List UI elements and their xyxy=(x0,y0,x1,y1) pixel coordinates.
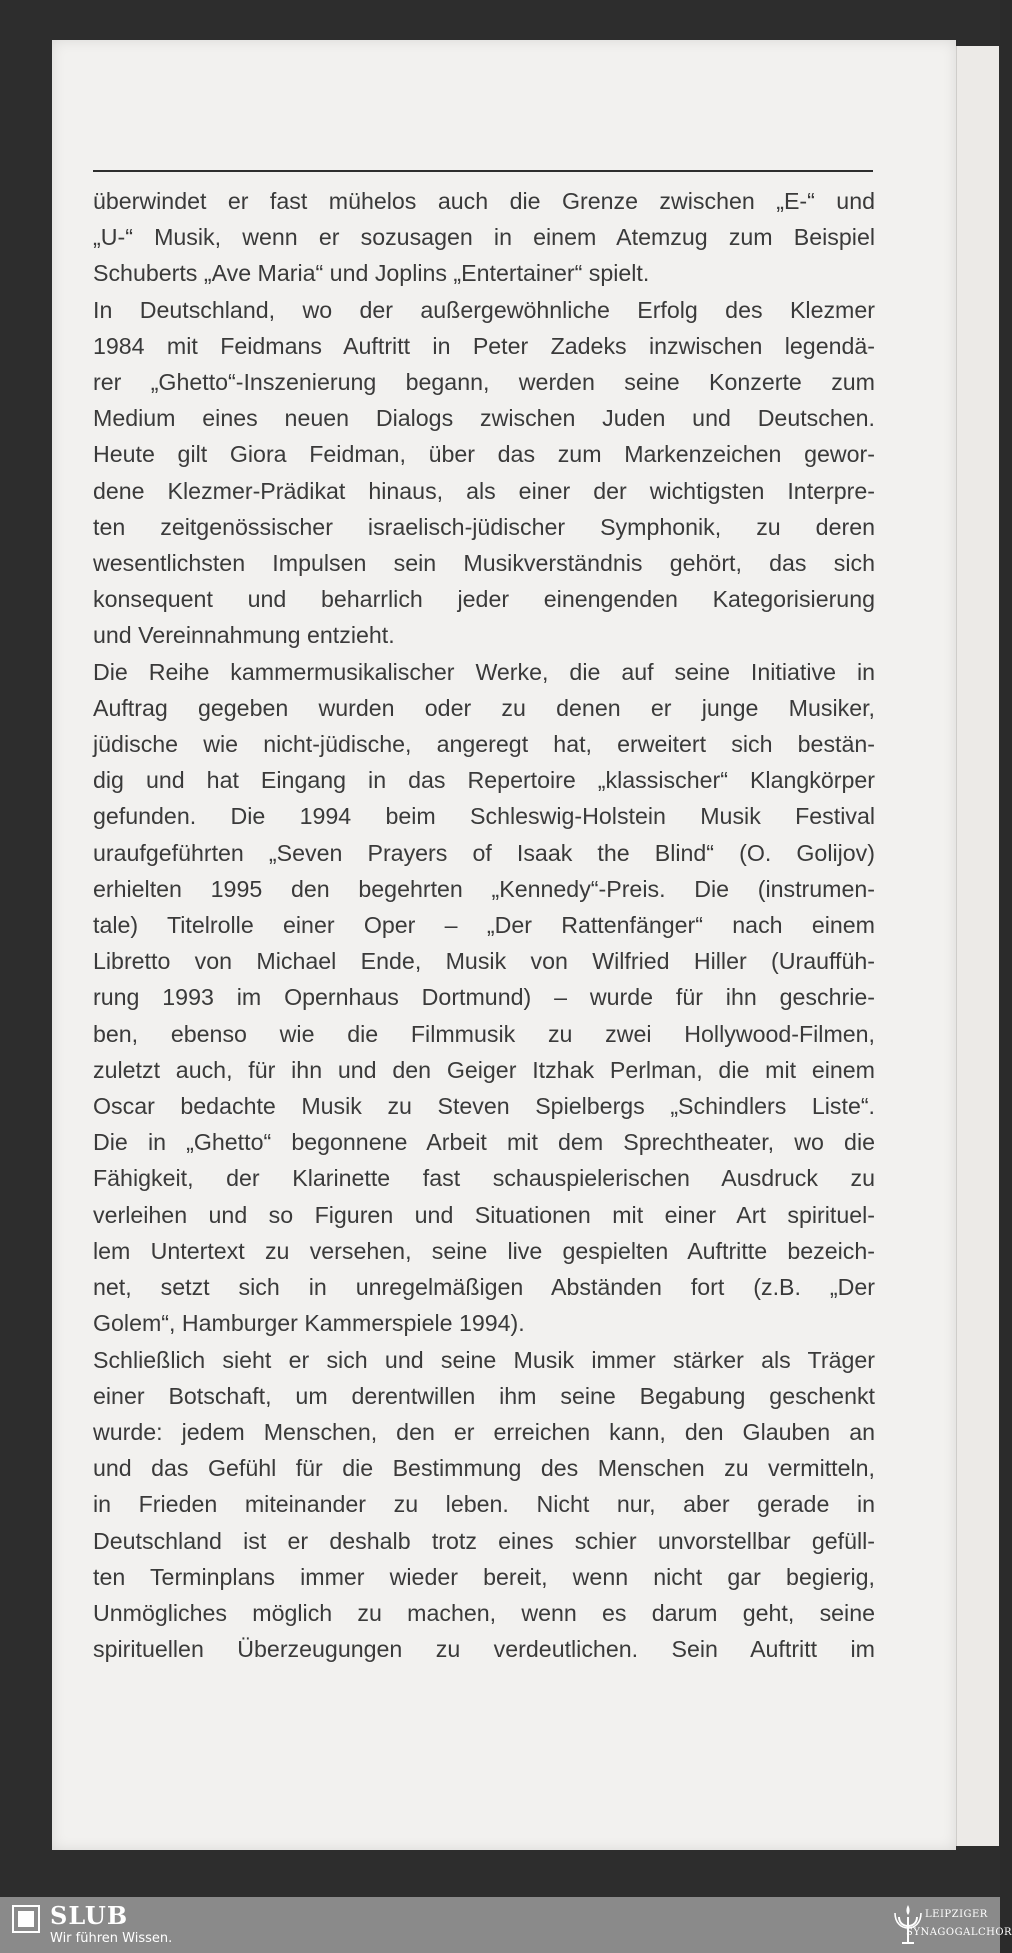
text-line: zuletzt auch, für ihn und den Geiger Itzhak Perlman, die mit einem xyxy=(93,1056,875,1083)
text-line: rer „Ghetto“-Inszenierung begann, werden seine Konzerte zum xyxy=(93,369,875,396)
facing-page-edge xyxy=(956,46,999,1846)
text-line: tale) Titelrolle einer Oper – „Der Rattenfänger“ nach einem xyxy=(93,912,875,939)
text-line: Medium eines neuen Dialogs zwischen Juden und Deutschen. xyxy=(93,405,875,432)
text-line: gefunden. Die 1994 beim Schleswig-Holstein Musik Festival xyxy=(93,803,875,830)
text-line: Fähigkeit, der Klarinette fast schauspielerischen Ausdruck zu xyxy=(93,1165,875,1192)
text-line: Golem“, Hamburger Kammerspiele 1994). xyxy=(93,1310,525,1337)
text-line: 1984 mit Feidmans Auftritt in Peter Zadeks inzwischen legendä- xyxy=(93,332,875,359)
text-line: In Deutschland, wo der außergewöhnliche Erfolg des Klezmer xyxy=(93,296,875,323)
text-line: einer Botschaft, um derentwillen ihm seine Begabung geschenkt xyxy=(93,1382,875,1409)
paragraph xyxy=(93,654,875,1342)
text-line: „U-“ Musik, wenn er sozusagen in einem Atemzug zum Beispiel xyxy=(93,224,875,251)
text-line: jüdische wie nicht-jüdische, angeregt hat, erweitert sich bestän- xyxy=(93,731,875,758)
text-line: Die in „Ghetto“ begonnene Arbeit mit dem Sprechtheater, wo die xyxy=(93,1129,875,1156)
text-line: Deutschland ist er deshalb trotz eines schier unvorstellbar gefüll- xyxy=(93,1527,875,1554)
text-line: wurde: jedem Menschen, den er erreichen kann, den Glauben an xyxy=(93,1418,875,1445)
choir-name-line1: LEIPZIGER xyxy=(925,1909,988,1920)
text-line: uraufgeführten „Seven Prayers of Isaak the Blind“ (O. Golijov) xyxy=(93,839,875,866)
paragraph xyxy=(93,183,875,292)
text-line: Schuberts „Ave Maria“ und Joplins „Entertainer“ spielt. xyxy=(93,260,650,287)
paragraph xyxy=(93,1342,875,1668)
text-line: und das Gefühl für die Bestimmung des Menschen zu vermitteln, xyxy=(93,1455,875,1482)
text-line: ten Terminplans immer wieder bereit, wenn nicht gar begierig, xyxy=(93,1563,875,1590)
text-line: überwindet er fast mühelos auch die Grenze zwischen „E-“ und xyxy=(93,188,875,214)
text-line: ben, ebenso wie die Filmmusik zu zwei Hollywood-Filmen, xyxy=(93,1020,875,1047)
text-line: net, setzt sich in unregelmäßigen Abständen fort (z.B. „Der xyxy=(93,1274,875,1301)
top-rule xyxy=(93,170,873,172)
text-line: erhielten 1995 den begehrten „Kennedy“-Preis. Die (instrumen- xyxy=(93,875,875,902)
text-line: rung 1993 im Opernhaus Dortmund) – wurde für ihn geschrie- xyxy=(93,984,875,1011)
paragraph xyxy=(93,292,875,654)
menorah-icon xyxy=(893,1903,923,1947)
footer-bar xyxy=(0,1897,1012,1953)
text-line: Heute gilt Giora Feidman, über das zum Markenzeichen gewor- xyxy=(93,441,875,468)
text-line: spirituellen Überzeugungen zu verdeutlichen. Sein Auftritt im xyxy=(93,1636,875,1663)
text-line: Die Reihe kammermusikalischer Werke, die auf seine Initiative in xyxy=(93,658,875,685)
text-line: lem Untertext zu versehen, seine live gespielten Auftritte bezeich- xyxy=(93,1237,875,1264)
text-line: Auftrag gegeben wurden oder zu denen er junge Musiker, xyxy=(93,694,875,721)
text-line: Unmögliches möglich zu machen, wenn es darum geht, seine xyxy=(93,1599,875,1626)
text-line: Schließlich sieht er sich und seine Musik immer stärker als Träger xyxy=(93,1346,875,1373)
text-line: dig und hat Eingang in das Repertoire „klassischer“ Klangkörper xyxy=(93,767,875,794)
body-text xyxy=(93,183,875,1667)
text-line: und Vereinnahmung entzieht. xyxy=(93,622,395,649)
library-tagline: Wir führen Wissen. xyxy=(50,1931,173,1946)
slub-logo-icon xyxy=(12,1905,40,1933)
text-line: wesentlichsten Impulsen sein Musikverständnis gehört, das sich xyxy=(93,550,875,577)
text-line: konsequent und beharrlich jeder einengenden Kategorisierung xyxy=(93,586,875,613)
text-line: ten zeitgenössischer israelisch-jüdischer Symphonik, zu deren xyxy=(93,513,875,540)
text-line: verleihen und so Figuren und Situationen mit einer Art spirituel- xyxy=(93,1201,875,1228)
text-line: Oscar bedachte Musik zu Steven Spielbergs „Schindlers Liste“. xyxy=(93,1093,875,1120)
library-name: SLUB xyxy=(50,1901,129,1930)
text-line: dene Klezmer-Prädikat hinaus, als einer der wichtigsten Interpre- xyxy=(93,477,875,504)
text-line: in Frieden miteinander zu leben. Nicht nur, aber gerade in xyxy=(93,1491,875,1518)
choir-name-line2: SYNAGOGALCHOR xyxy=(906,1927,1012,1938)
text-line: Libretto von Michael Ende, Musik von Wilfried Hiller (Urauffüh- xyxy=(93,948,875,975)
